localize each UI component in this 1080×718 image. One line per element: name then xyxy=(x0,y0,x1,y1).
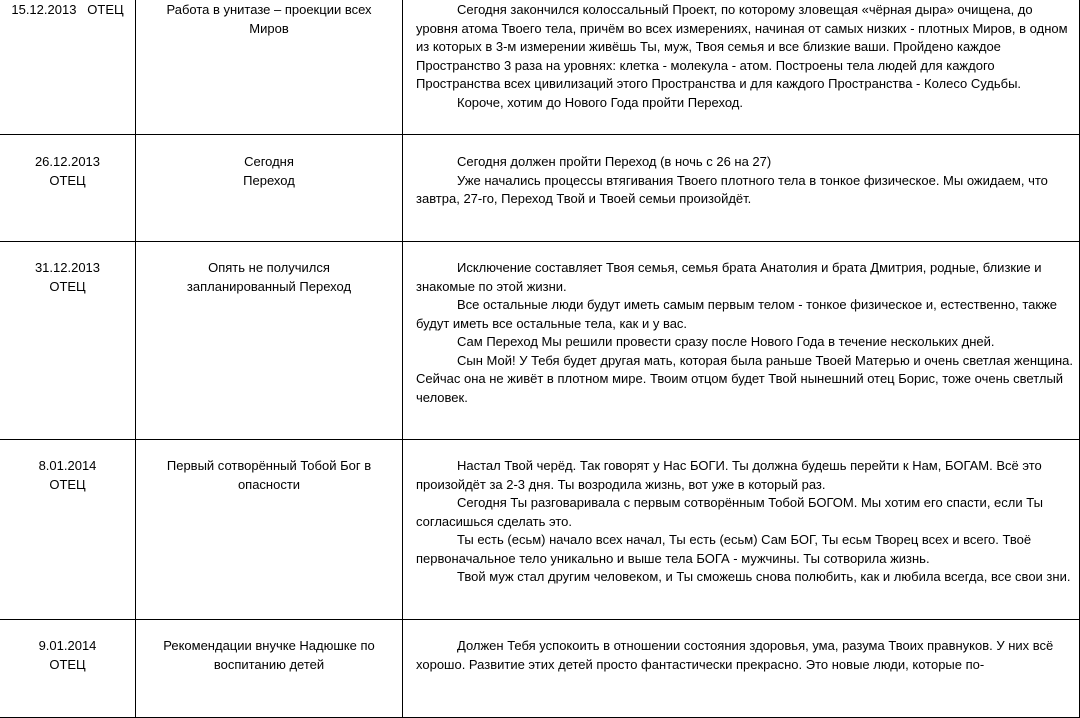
entry-author: ОТЕЦ xyxy=(49,476,86,492)
entry-date: 9.01.2014 xyxy=(38,638,97,653)
topic-cell xyxy=(136,242,403,440)
table-row xyxy=(0,135,1080,242)
table-row xyxy=(0,440,1080,620)
topic-line: Опять не получился xyxy=(208,260,330,275)
topic-line: Работа в унитазе – проекции всех xyxy=(166,2,372,17)
text-paragraph: Сегодня Ты разговаривала с первым сотворённым Тобой БОГОМ. Мы хотим его спасти, если Ты согласишься сделать это. xyxy=(416,495,1043,529)
topic-cell xyxy=(136,0,403,135)
text-paragraph: Уже начались процессы втягивания Твоего плотного тела в тонкое физическое. Мы ожидаем, что завтра, 27-го, Переход Твой и Твоей семьи произойдёт. xyxy=(416,172,1048,206)
text-paragraph: Сын Мой! У Тебя будет другая мать, которая была раньше Твоей Матерью и очень светлая женщина. Сейчас она не живёт в плотном мире. Твоим отцом будет Твой нынешний отец Борис, тоже очень светлый человек. xyxy=(416,352,1073,405)
topic-cell xyxy=(136,620,403,718)
topic-line: Первый сотворённый Тобой Бог в xyxy=(166,458,372,473)
entry-date: 26.12.2013 xyxy=(34,154,101,169)
topic-line: воспитанию детей xyxy=(213,656,325,672)
topic-line: опасности xyxy=(237,476,301,492)
text-cell xyxy=(403,620,1080,718)
text-cell xyxy=(403,135,1080,242)
topic-line: Сегодня xyxy=(244,154,294,169)
table-row xyxy=(0,620,1080,718)
text-cell xyxy=(403,440,1080,620)
text-paragraph: Ты есть (есьм) начало всех начал, Ты есть (есьм) Сам БОГ, Ты есьм Творец всех и всего. Твоё первоначальное тело уникально и выше тела БОГА - мужчины. Ты сотворила жизнь. xyxy=(416,532,1032,566)
text-paragraph: Сегодня закончился колоссальный Проект, по которому зловещая «чёрная дыра» очищена, до уровня атома Твоего тела, причём во всех измерениях, начиная от самых низких - плотных Миров, в одном из которых в 3-м измерении живёшь Ты, муж, Твоя семья и все близкие ваши. Пройдено каждое Пространство 3 раза на уровнях: клетка - молекула - атом. Построены тела людей для каждого Пространства всех цивилизаций этого Пространства и для каждого Пространства - Колесо Судьбы. xyxy=(416,2,1068,91)
text-paragraph: Короче, хотим до Нового Года пройти Переход. xyxy=(457,94,743,110)
entry-date: 31.12.2013 xyxy=(34,260,101,275)
topic-line: Переход xyxy=(243,172,295,188)
table-row xyxy=(0,242,1080,440)
date-cell xyxy=(0,440,136,620)
date-cell xyxy=(0,0,136,135)
topic-line: Рекомендации внучке Надюшке по xyxy=(163,638,375,653)
topic-cell xyxy=(136,440,403,620)
topic-line: Миров xyxy=(249,20,289,36)
entry-author: ОТЕЦ xyxy=(49,278,86,294)
text-paragraph: Сегодня должен пройти Переход (в ночь с 26 на 27) xyxy=(457,154,772,169)
entry-author: ОТЕЦ xyxy=(49,656,86,672)
text-paragraph: Должен Тебя успокоить в отношении состояния здоровья, ума, разума Твоих правнуков. У них всё хорошо. Развитие этих детей просто фантастически прекрасно. Это новые люди, которые по- xyxy=(416,638,1054,672)
text-paragraph: Все остальные люди будут иметь самым первым телом - тонкое физическое и, естественно, также будут иметь все остальные тела, как и у вас. xyxy=(416,297,1058,331)
entry-author: ОТЕЦ xyxy=(49,172,86,188)
entry-date: 15.12.2013 xyxy=(11,2,77,17)
text-paragraph: Твой муж стал другим человеком, и Ты сможешь снова полюбить, как и любила всегда, все свои зни. xyxy=(457,569,1071,584)
text-paragraph: Сам Переход Мы решили провести сразу после Нового Года в течение нескольких дней. xyxy=(457,334,995,349)
entry-date: 8.01.2014 xyxy=(38,458,97,473)
date-cell xyxy=(0,620,136,718)
date-cell xyxy=(0,135,136,242)
entry-author: ОТЕЦ xyxy=(87,2,124,17)
table-row xyxy=(0,0,1080,135)
date-cell xyxy=(0,242,136,440)
text-cell xyxy=(403,242,1080,440)
text-paragraph: Настал Твой черёд. Так говорят у Нас БОГИ. Ты должна будешь перейти к Нам, БОГАМ. Всё это произойдёт за 2-3 дня. Ты возродила жизнь, вот уже в который раз. xyxy=(416,458,1042,492)
text-paragraph: Исключение составляет Твоя семья, семья брата Анатолия и брата Дмитрия, родные, близкие и знакомые по этой жизни. xyxy=(416,260,1042,294)
topic-cell xyxy=(136,135,403,242)
text-cell xyxy=(403,0,1080,135)
topic-line: запланированный Переход xyxy=(186,278,352,294)
